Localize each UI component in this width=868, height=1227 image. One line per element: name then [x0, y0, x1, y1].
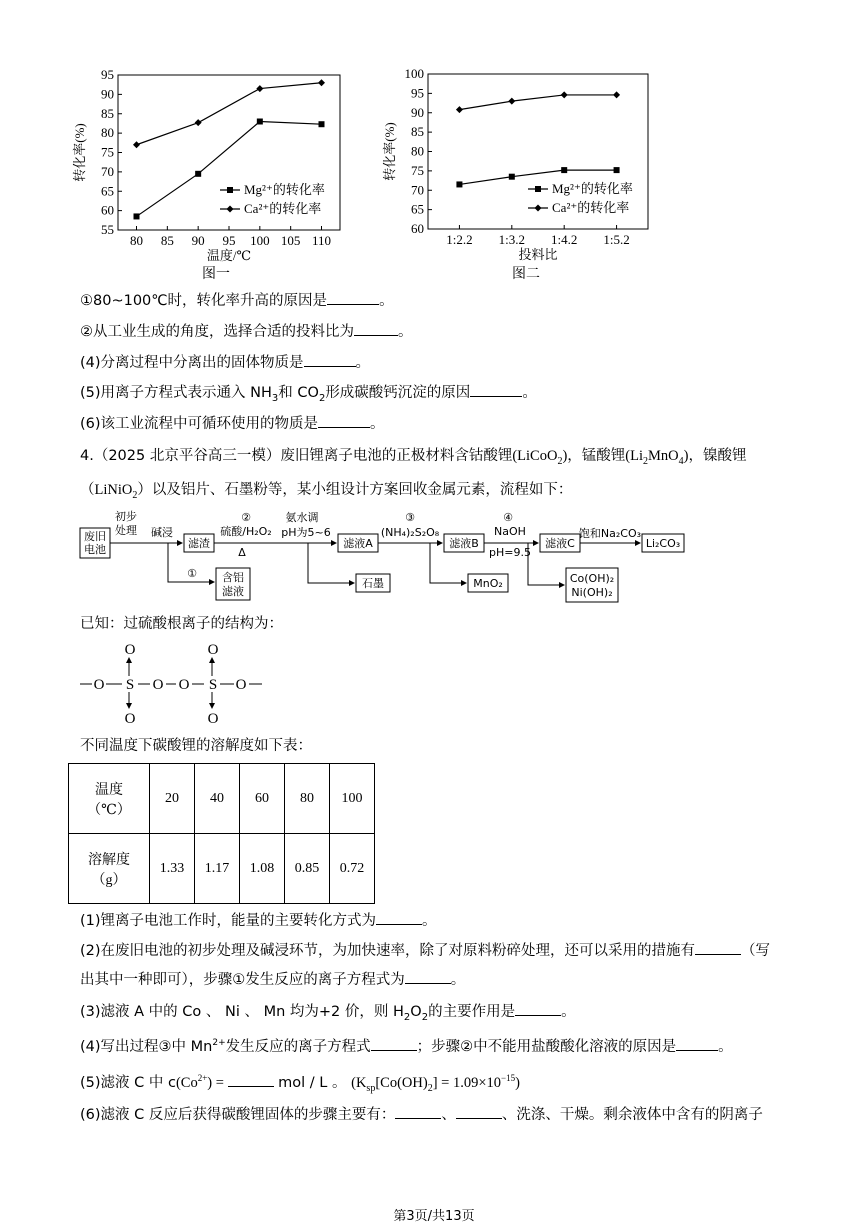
data-point-square	[561, 167, 567, 173]
ph95-label: pH=9.5	[489, 546, 531, 559]
question-line: 出其中一种即可），步骤①发生反应的离子方程式为 。	[80, 969, 465, 990]
y-tick-label: 90	[411, 104, 424, 120]
legend-marker	[535, 186, 541, 192]
question-line: (4)写出过程③中 $Mn^{2+}$发生反应的离子方程式 ；步骤②中不能用盐酸酸化溶液的原因是 。	[80, 1033, 733, 1057]
y-tick-label: 60	[101, 202, 114, 218]
table-cell: 1.33	[150, 834, 195, 904]
step1-num: ①	[187, 567, 197, 580]
y-tick-label: 65	[411, 201, 424, 217]
y-tick-label: 70	[101, 163, 114, 179]
legend-marker	[535, 205, 542, 212]
step2-num: ②	[241, 511, 251, 524]
known-text: 已知：过硫酸根离子的结构为：	[80, 616, 283, 632]
table-cell: 100	[330, 764, 375, 834]
sulfur-atom: S	[125, 677, 135, 693]
question-line: (5)滤液 C 中 $c(Co^{2+})$ = mol / L 。 $(K_{sp}[Co(OH)_2] = 1.09\times 10^{-15})$	[80, 1073, 520, 1094]
filtrate-b-box: 滤液B	[449, 537, 479, 550]
pre-step-label: 处理	[115, 524, 137, 537]
oxygen-atom: O	[124, 642, 136, 658]
legend-marker	[227, 187, 233, 193]
table-cell: 20	[150, 764, 195, 834]
sulfur-atom: S	[208, 677, 218, 693]
y-tick-label: 95	[101, 68, 114, 82]
reagent3-label: (NH₄)₂S₂O₈	[380, 526, 440, 539]
data-point-diamond	[508, 98, 515, 105]
y-tick-label: 75	[411, 162, 424, 178]
table-cell: 0.72	[330, 834, 375, 904]
table-row-header: 溶解度 （g）	[69, 834, 150, 904]
data-point-diamond	[256, 85, 263, 92]
x-tick-label: 85	[160, 233, 174, 248]
series-line	[137, 83, 322, 145]
table-row-header: 温度 （℃）	[69, 764, 150, 834]
table-cell: 80	[285, 764, 330, 834]
data-point-diamond	[456, 106, 463, 113]
series-line	[459, 95, 616, 110]
solubility-table	[68, 763, 375, 904]
chart2-caption: 图二	[512, 266, 540, 282]
naoh-label: NaOH	[494, 525, 526, 538]
y-tick-label: 65	[101, 183, 114, 199]
x-tick-label: 1:5.2	[603, 232, 630, 247]
data-point-square	[257, 119, 263, 125]
chart1-caption: 图一	[202, 266, 230, 282]
legend-label: Ca²⁺的转化率	[552, 200, 630, 215]
y-tick-label: 95	[411, 85, 424, 101]
step3-num: ③	[405, 511, 415, 524]
question-line: (6)该工业流程中可循环使用的物质是 。	[80, 413, 385, 434]
question-line: (2)在废旧电池的初步处理及碱浸环节，为加快速率，除了对原料粉碎处理，还可以采用的措施有 （写	[80, 940, 770, 961]
y-tick-label: 55	[101, 222, 114, 237]
recovery-flowchart	[76, 506, 716, 606]
battery-label: 废旧	[84, 530, 106, 543]
y-tick-label: 85	[101, 105, 114, 121]
data-point-diamond	[133, 141, 140, 148]
data-point-diamond	[195, 119, 202, 126]
data-point-square	[134, 213, 140, 219]
table-cell: 0.85	[285, 834, 330, 904]
problem-4-intro-2: （LiNiO$_2$）以及铝片、石墨粉等，某小组设计方案回收金属元素，流程如下：	[80, 482, 573, 501]
x-axis-label: 温度/℃	[206, 248, 252, 263]
data-point-square	[456, 181, 462, 187]
y-tick-label: 80	[411, 143, 424, 159]
table-cell: 1.17	[195, 834, 240, 904]
persulfate-structure	[76, 640, 276, 730]
battery-label: 电池	[84, 543, 106, 556]
filtrate-c-box: 滤液C	[545, 537, 575, 550]
filtrate-a-box: 滤液A	[343, 537, 373, 550]
legend-marker	[227, 206, 234, 213]
oxygen-atom: O	[207, 711, 219, 727]
li2co3-box: Li₂CO₃	[645, 537, 681, 550]
x-tick-label: 1:2.2	[446, 232, 473, 247]
oxygen-atom: O	[93, 677, 105, 693]
na2co3-label: 饱和Na₂CO₃	[578, 527, 642, 540]
oxygen-atom: O	[178, 677, 190, 693]
graphite-box: 石墨	[362, 577, 384, 590]
y-tick-label: 80	[101, 125, 114, 141]
table-cell: 40	[195, 764, 240, 834]
data-point-square	[509, 174, 515, 180]
alkali-label: 碱浸	[151, 526, 173, 539]
data-point-diamond	[561, 91, 568, 98]
pre-step-label: 初步	[115, 510, 137, 523]
y-tick-label: 85	[411, 124, 424, 140]
legend-label: Ca²⁺的转化率	[244, 201, 322, 216]
y-tick-label: 75	[101, 144, 114, 160]
oxygen-atom: O	[235, 677, 247, 693]
question-line: (1)锂离子电池工作时，能量的主要转化方式为 。	[80, 910, 437, 931]
x-tick-label: 1:3.2	[498, 232, 525, 247]
al-filtrate-box: 含铝	[222, 571, 244, 584]
table-cell: 1.08	[240, 834, 285, 904]
temperature-conversion-chart	[70, 68, 360, 283]
legend-label: Mg²⁺的转化率	[244, 182, 325, 197]
question-line: (6)滤液 C 反应后获得碳酸锂固体的步骤主要有： 、 、洗涤、干燥。剩余液体中含有的阴离子	[80, 1104, 763, 1125]
x-tick-label: 80	[130, 233, 143, 248]
question-line: (5)用离子方程式表示通入 $NH_3$和 $CO_2$形成碳酸钙沉淀的原因 。	[80, 382, 537, 409]
x-axis-label: 投料比	[518, 247, 558, 262]
hydroxide-box: Ni(OH)₂	[571, 586, 613, 599]
y-tick-label: 70	[411, 182, 424, 198]
step4-num: ④	[503, 511, 513, 524]
data-point-square	[319, 121, 325, 127]
problem-4-intro: 4.（2025 北京平谷高三一模）废旧锂离子电池的正极材料含钴酸锂(LiCoO$_2$)，锰酸锂$(Li_2MnO_4)$，镍酸锂	[80, 448, 747, 467]
heat-symbol: Δ	[238, 546, 246, 559]
data-point-diamond	[318, 79, 325, 86]
ph-range-label: pH为5~6	[281, 526, 331, 539]
hydroxide-box: Co(OH)₂	[569, 572, 615, 585]
step2-reagent: 硫酸/H₂O₂	[220, 525, 272, 538]
data-point-square	[614, 167, 620, 173]
mno2-box: MnO₂	[473, 577, 503, 590]
x-tick-label: 110	[311, 233, 332, 248]
oxygen-atom: O	[124, 711, 136, 727]
question-line: (4)分离过程中分离出的固体物质是 。	[80, 352, 370, 373]
oxygen-atom: O	[207, 642, 219, 658]
y-axis-label: 转化率(%)	[382, 122, 397, 181]
y-tick-label: 90	[101, 86, 114, 102]
x-tick-label: 90	[191, 233, 205, 248]
question-line: ①80~100℃时，转化率升高的原因是 。	[80, 290, 394, 311]
al-filtrate-box: 滤液	[222, 585, 244, 598]
y-tick-label: 60	[411, 221, 424, 236]
y-tick-label: 100	[404, 66, 424, 81]
y-axis-label: 转化率(%)	[72, 123, 87, 182]
legend-label: Mg²⁺的转化率	[552, 181, 633, 196]
x-tick-label: 100	[250, 233, 270, 248]
data-point-square	[195, 171, 201, 177]
question-line: (3)滤液 A 中的 Co 、 Ni 、 Mn 均为+2 价，则 $H_2O_2$的主要作用是 。	[80, 1001, 576, 1028]
data-point-diamond	[613, 91, 620, 98]
x-tick-label: 1:4.2	[551, 232, 578, 247]
question-line: ②从工业生成的角度，选择合适的投料比为 。	[80, 321, 413, 342]
table-intro: 不同温度下碳酸锂的溶解度如下表：	[80, 738, 312, 754]
table-cell: 60	[240, 764, 285, 834]
x-tick-label: 95	[222, 233, 236, 248]
ammonia-label: 氨水调	[285, 511, 319, 524]
feed-ratio-conversion-chart	[378, 62, 668, 284]
page-footer: 第3页/共13页	[393, 1209, 475, 1224]
x-tick-label: 105	[280, 233, 301, 248]
residue-box: 滤渣	[188, 537, 210, 550]
oxygen-atom: O	[152, 677, 164, 693]
